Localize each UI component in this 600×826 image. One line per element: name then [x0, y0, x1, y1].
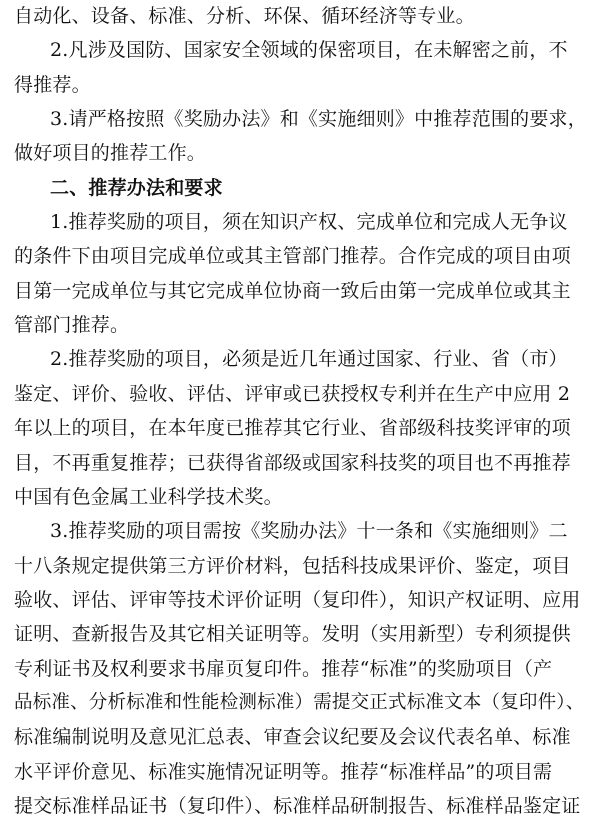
text-line-1: 自动化、设备、标准、分析、环保、循环经济等专业。 — [14, 5, 475, 27]
text-line-2: 2.凡涉及国防、国家安全领域的保密项目，在未解密之前，不 — [50, 39, 568, 61]
text-line-16: 3.推荐奖励的项目需按《奖励办法》十一条和《实施细则》二 — [50, 520, 568, 542]
text-line-23: 水平评价意见、标准实施情况证明等。推荐“标准样品”的项目需 — [14, 761, 553, 783]
section-heading: 二、推荐办法和要求 — [50, 177, 223, 199]
text-line-24: 提交标准样品证书（复印件）、标准样品研制报告、标准样品鉴定证 — [14, 795, 581, 817]
text-line-15: 中国有色金属工业科学技术奖。 — [14, 486, 283, 508]
text-line-3: 得推荐。 — [14, 74, 91, 96]
text-line-13: 年以上的项目，在本年度已推荐其它行业、省部级科技奖评审的项 — [14, 417, 571, 439]
text-line-19: 证明、查新报告及其它相关证明等。发明（实用新型）专利须提供 — [14, 623, 571, 645]
text-line-22: 标准编制说明及意见汇总表、审查会议纪要及会议代表名单、标准 — [14, 726, 571, 748]
text-line-8: 的条件下由项目完成单位或其主管部门推荐。合作完成的项目由项 — [14, 245, 571, 267]
text-line-18: 验收、评估、评审等技术评价证明（复印件），知识产权证明、应用 — [14, 589, 581, 611]
text-line-11: 2.推荐奖励的项目，必须是近几年通过国家、行业、省（市） — [50, 348, 568, 370]
text-line-21: 品标准、分析标准和性能检测标准）需提交正式标准文本（复印件）、 — [14, 692, 585, 713]
text-line-10: 管部门推荐。 — [14, 314, 130, 336]
text-line-20: 专利证书及权利要求书扉页复印件。推荐“标准”的奖励项目（产 — [14, 658, 553, 680]
text-line-17: 十八条规定提供第三方评价材料，包括科技成果评价、鉴定，项目 — [14, 555, 571, 577]
text-line-4: 3.请严格按照《奖励办法》和《实施细则》中推荐范围的要求， — [50, 108, 587, 130]
text-line-5: 做好项目的推荐工作。 — [14, 142, 207, 164]
text-line-14: 目，不再重复推荐；已获得省部级或国家科技奖的项目也不再推荐 — [14, 452, 571, 474]
text-line-12: 鉴定、评价、验收、评估、评审或已获授权专利并在生产中应用 2 — [14, 383, 571, 405]
text-line-7: 1.推荐奖励的项目，须在知识产权、完成单位和完成人无争议 — [50, 211, 568, 233]
text-line-9: 目第一完成单位与其它完成单位协商一致后由第一完成单位或其主 — [14, 280, 571, 302]
